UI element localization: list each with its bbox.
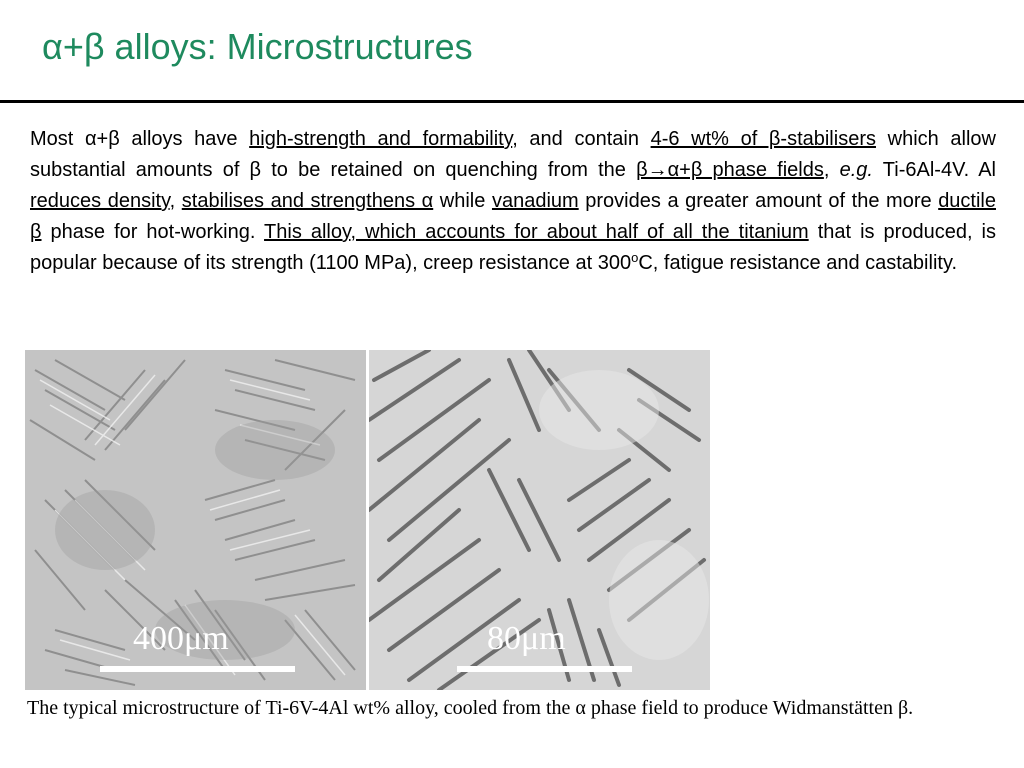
body-text-7: while	[433, 190, 492, 212]
slide-title: α+β alloys: Microstructures	[42, 26, 473, 67]
highlight-stabilises-alpha: stabilises and strengthens α	[181, 190, 434, 212]
scale-label-right: 80μm	[487, 620, 566, 657]
figure-caption: The typical microstructure of Ti-6V-4Al wt% alloy, cooled from the α phase field to produce Widmanstätten β.	[27, 697, 914, 719]
scale-bar-right	[457, 666, 632, 672]
highlight-vanadium: vanadium	[491, 190, 579, 212]
body-text-8: provides a greater amount of the more	[578, 190, 939, 212]
micrograph-right	[369, 350, 710, 690]
title-divider	[0, 100, 1024, 103]
highlight-ductile-beta: ductile β	[30, 190, 996, 243]
body-text-11: C, fatigue resistance and castability.	[638, 252, 958, 274]
highlight-beta-stabilisers: 4-6 wt% of β-stabilisers	[650, 128, 876, 150]
body-text-3: which allow substantial amounts of β to be retained on quenching from the	[30, 128, 996, 181]
body-text-4: ,	[823, 159, 840, 181]
micrograph-left	[25, 350, 366, 690]
scale-label-left: 400μm	[133, 620, 229, 657]
scale-bar-left	[100, 666, 295, 672]
body-text-5: Ti-6Al-4V. Al	[872, 159, 996, 181]
degree-superscript: o	[631, 250, 639, 265]
body-italic-eg: e.g.	[839, 159, 873, 181]
body-text-1: Most α+β alloys have	[30, 128, 250, 150]
body-paragraph	[30, 124, 996, 279]
highlight-phase-fields: β→α+β phase fields	[636, 159, 824, 181]
body-text-2: , and contain	[512, 128, 651, 150]
highlight-half-of-titanium: This alloy, which accounts for about half of all the titanium	[264, 221, 809, 243]
body-text-6: ,	[169, 190, 182, 212]
highlight-high-strength: high-strength and formability	[249, 128, 513, 150]
body-text-9: phase for hot-working.	[41, 221, 265, 243]
highlight-reduces-density: reduces density	[30, 190, 170, 212]
body-text-10: that is produced, is popular because of its strength (1100 MPa), creep resistance at 300	[30, 221, 996, 274]
